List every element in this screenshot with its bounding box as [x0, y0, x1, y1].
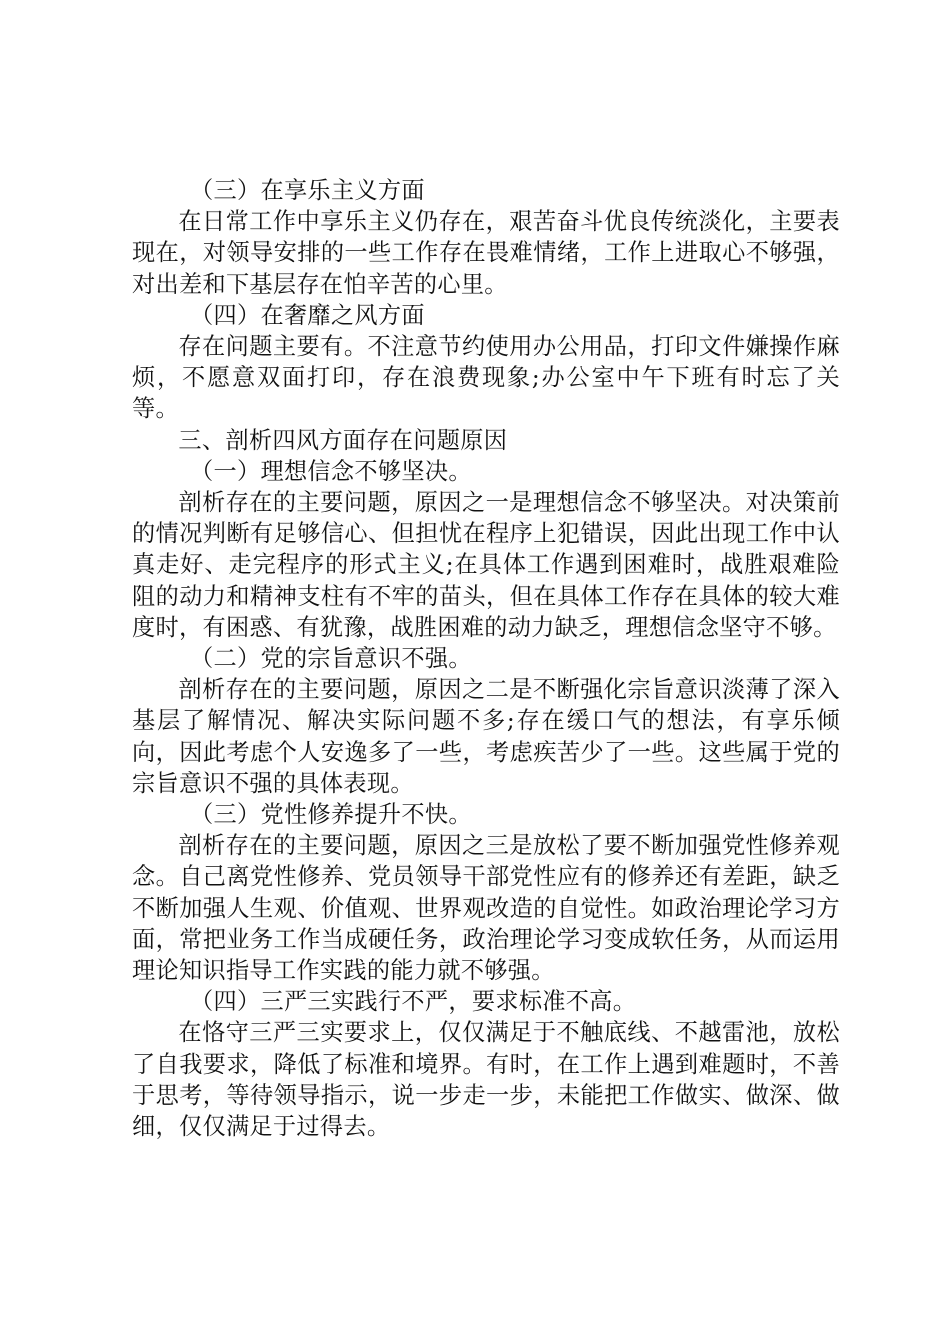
subheading-party-spirit: （三）党性修养提升不快。	[190, 801, 472, 829]
subheading-purpose: （二）党的宗旨意识不强。	[190, 645, 472, 673]
body-paragraph-party-spirit: 剖析存在的主要问题，原因之三是放松了要不断加强党性修养观念。自己离党性修养、党员领导干部党性应有的修养还有差距，缺乏不断加强人生观、价值观、世界观改造的自觉性。如政治理论学习方面，常把业务工作当成硬任务，政治理论学习变成软任务，从而运用理论知识指导工作实践的能力就不够强。	[132, 832, 840, 985]
subheading-hedonism: （三）在享乐主义方面	[190, 177, 425, 204]
body-paragraph-extravagance: 存在问题主要有。不注意节约使用办公用品，打印文件嫌操作麻烦，不愿意双面打印，存在浪费现象;办公室中午下班有时忘了关等。	[132, 333, 840, 423]
subheading-three-stricts: （四）三严三实践行不严，要求标准不高。	[190, 988, 637, 1016]
subheading-extravagance: （四）在奢靡之风方面	[190, 301, 425, 329]
section-heading-causes: 三、剖析四风方面存在问题原因	[178, 426, 508, 454]
body-paragraph-three-stricts: 在恪守三严三实要求上，仅仅满足于不触底线、不越雷池，放松了自我要求，降低了标准和境界。有时，在工作上遇到难题时，不善于思考，等待领导指示，说一步走一步，未能把工作做实、做深、做细，仅仅满足于过得去。	[132, 1019, 840, 1141]
body-paragraph-purpose: 剖析存在的主要问题，原因之二是不断强化宗旨意识淡薄了深入基层了解情况、解决实际问题不多;存在缓口气的想法，有享乐倾向，因此考虑个人安逸多了一些，考虑疾苦少了一些。这些属于党的宗旨意识不强的具体表现。	[132, 676, 840, 797]
body-paragraph-hedonism: 在日常工作中享乐主义仍存在，艰苦奋斗优良传统淡化，主要表现在，对领导安排的一些工作存在畏难情绪，工作上进取心不够强，对出差和下基层存在怕辛苦的心里。	[132, 208, 840, 298]
document-page	[132, 175, 840, 1142]
subheading-ideals: （一）理想信念不够坚决。	[190, 457, 472, 485]
body-paragraph-ideals: 剖析存在的主要问题，原因之一是理想信念不够坚决。对决策前的情况判断有足够信心、但担忧在程序上犯错误，因此出现工作中认真走好、走完程序的形式主义;在具体工作遇到困难时，战胜艰难险阻的动力和精神支柱有不牢的苗头，但在具体工作存在具体的较大难度时，有困惑、有犹豫，战胜困难的动力缺乏，理想信念坚守不够。	[132, 489, 840, 641]
